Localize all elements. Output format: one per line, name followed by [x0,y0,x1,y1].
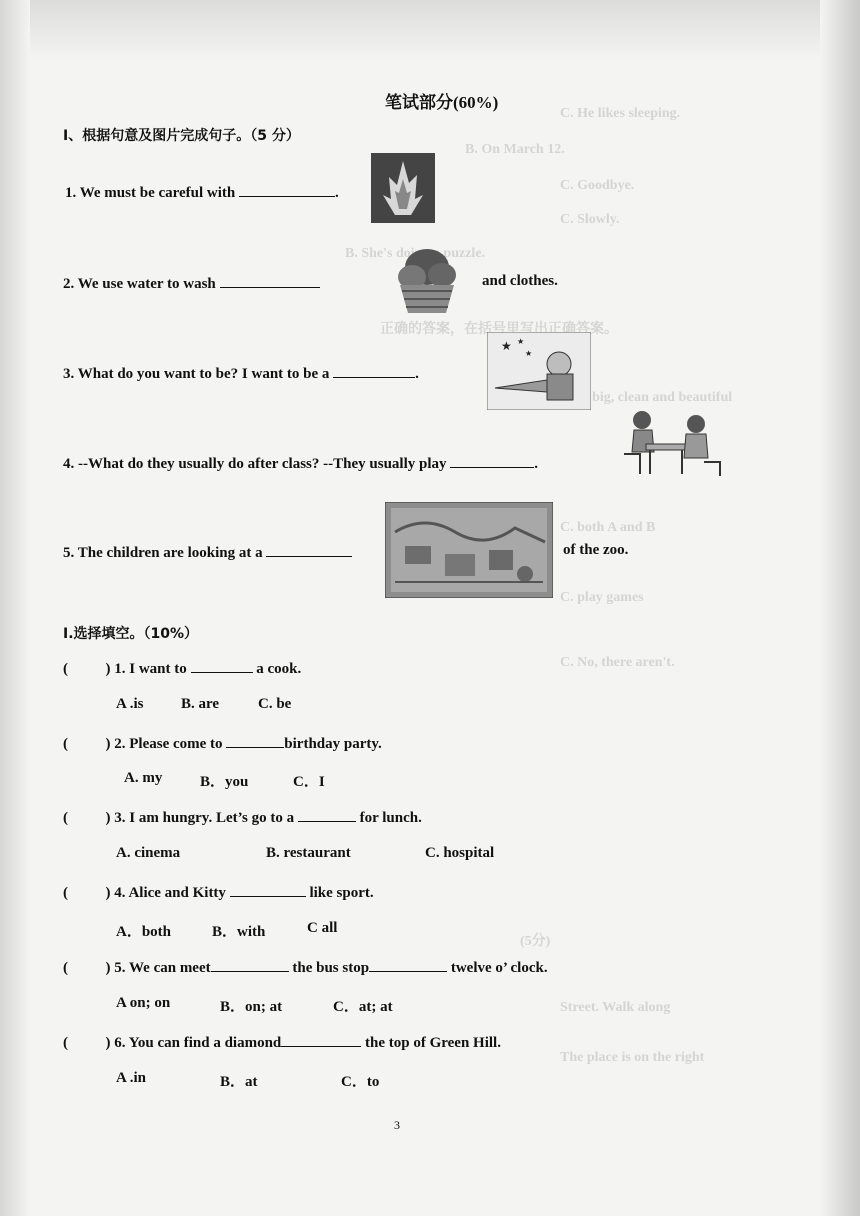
children-playing-chess-picture [616,408,722,478]
answer-blank[interactable] [369,957,447,972]
vegetables-picture [392,245,462,319]
astronaut-picture [487,332,591,410]
answer-blank[interactable] [220,273,320,288]
option-b: B. restaurant [266,845,351,861]
answer-blank[interactable] [226,733,284,748]
option-c: C. hospital [425,845,495,861]
option-a: A .in [116,1070,147,1086]
picture-question-5: 5. The children are looking at a [63,542,352,562]
option-a: A .is [116,696,144,712]
scan-shadow-left [0,0,30,1216]
option-a: A. cinema [116,845,181,861]
answer-blank[interactable] [298,807,356,822]
picture-question-5-end: of the zoo. [563,542,629,558]
picture-question-3: 3. What do you want to be? I want to be a . [63,363,419,383]
option-b: B．at [220,1074,258,1090]
choice-question-6: ( ) 6. You can find a diamond the top of Green Hill. [63,1032,501,1052]
scan-shadow-right [820,0,860,1216]
choice-question-3: ( ) 3. I am hungry. Let’s go to a for lunch. [63,807,422,827]
option-a: A．both [116,924,172,940]
choice-question-4: ( ) 4. Alice and Kitty like sport. [63,882,374,902]
answer-blank[interactable] [239,182,335,197]
option-c: C．I [293,774,325,790]
option-b: B．with [212,924,266,940]
answer-blank[interactable] [211,957,289,972]
choice-question-1: ( ) 1. I want to a cook. [63,658,301,678]
exam-title: 笔试部分(60%) [385,93,499,112]
answer-blank[interactable] [230,882,306,897]
choice-question-2: ( ) 2. Please come to birthday party. [63,733,382,753]
zoo-map-picture [385,502,553,598]
option-b: B．you [200,774,249,790]
picture-question-2-end: and clothes. [482,273,558,289]
option-c: C. be [258,696,292,712]
picture-question-1: 1. We must be careful with . [65,182,339,202]
answer-blank[interactable] [191,658,253,673]
page-number: 3 [394,1118,400,1132]
picture-question-4: 4. --What do they usually do after class? --They usually play . [63,453,538,473]
svg-text:★: ★ [517,337,525,346]
scan-shadow-top [0,0,860,60]
fire-picture [371,153,435,223]
answer-blank[interactable] [281,1032,361,1047]
section2-heading: Ⅰ.选择填空。（10%） [63,626,199,642]
option-b: B．on; at [220,999,283,1015]
option-c: C all [307,920,338,936]
option-b: B. are [181,696,220,712]
section1-heading: Ⅰ、根据句意及图片完成句子。（5 分） [63,128,300,144]
option-c: C．at; at [333,999,393,1015]
answer-blank[interactable] [450,453,534,468]
option-a: A on; on [116,995,171,1011]
svg-text:★: ★ [525,349,533,358]
bleed-through-text: C. He likes sleeping. B. On March 12. C. Goodbye. C. Slowly. B. She's puzzle. 正确的答案，在括号里写出正确答案。 C. big, clean and beautiful C. both A and B C. play games C. No, there aren't. (5分) Street. Walk along The place is on the right [345,106,733,1065]
option-a: A. my [124,770,163,786]
answer-blank[interactable] [266,542,352,557]
option-c: C．to [341,1074,380,1090]
answer-blank[interactable] [333,363,415,378]
picture-question-2: 2. We use water to wash [63,273,320,293]
choice-question-5: ( ) 5. We can meet the bus stop twelve o’ clock. [63,957,548,977]
svg-text:★: ★ [501,339,512,353]
